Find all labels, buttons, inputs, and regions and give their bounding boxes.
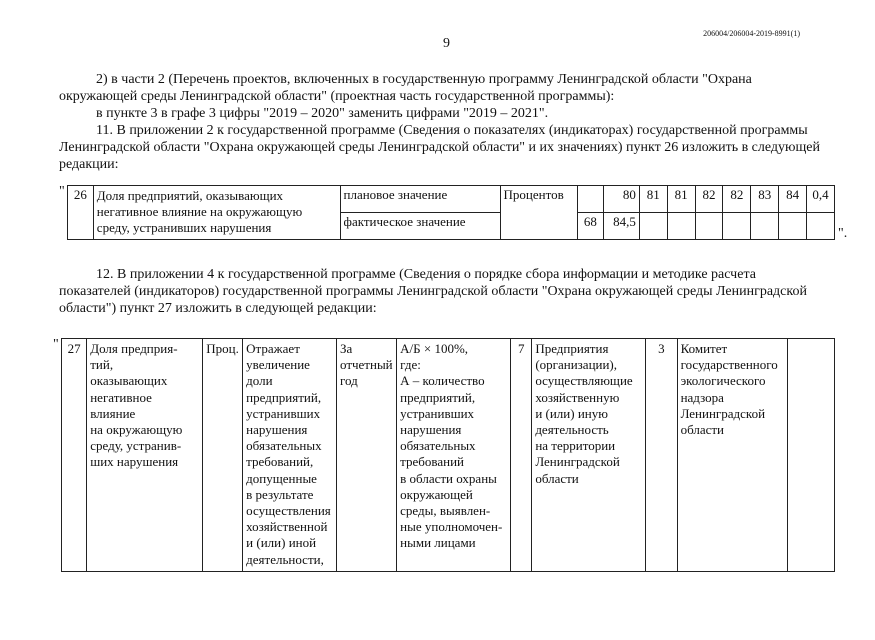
- text-line: (организации),: [535, 357, 618, 373]
- text-line: хозяйственной: [246, 519, 328, 535]
- extra-cell: [787, 339, 834, 572]
- text-line: области") пункт 27 изложить в следующей редакции:: [59, 301, 377, 316]
- text-line: Комитет: [680, 341, 728, 356]
- planned-value: 80: [603, 186, 639, 213]
- text-line: допущенные: [246, 470, 317, 486]
- text-line: устранивших: [400, 405, 475, 421]
- planned-value: 82: [723, 186, 751, 213]
- planned-label: плановое значение: [340, 186, 500, 213]
- text-line: редакции:: [59, 157, 119, 172]
- text-line: ших нарушения: [90, 454, 179, 470]
- text-line: А/Б × 100%,: [400, 341, 469, 356]
- method-code: 7: [511, 339, 532, 572]
- text-line: требований: [400, 454, 464, 470]
- planned-value: 82: [695, 186, 723, 213]
- unit-cell: Процентов: [500, 186, 577, 240]
- text-line: где:: [400, 357, 421, 373]
- text-line: экологического: [680, 373, 766, 389]
- text-line: в области охраны: [400, 470, 497, 486]
- text-line: области: [535, 470, 579, 486]
- text-line: Ленинградской: [535, 454, 620, 470]
- text-line: окружающей: [400, 486, 473, 502]
- formula-cell: [397, 339, 511, 572]
- text-line: Доля предприятий, оказывающих: [96, 188, 284, 203]
- row-number: 26: [68, 186, 94, 240]
- text-line: предприятий,: [246, 389, 322, 405]
- document-code: 206004/206004-2019-8991(1): [703, 29, 800, 38]
- actual-label: фактическое значение: [340, 213, 500, 240]
- actual-value: 84,5: [603, 213, 639, 240]
- text-line: области: [680, 422, 725, 438]
- text-line: обязательных: [246, 438, 322, 454]
- planned-value: 84: [779, 186, 807, 213]
- text-line: осуществляющие: [535, 373, 633, 389]
- text-line: ные уполномочен-: [400, 519, 503, 535]
- text-line: доли: [246, 373, 273, 389]
- text-line: надзора: [680, 389, 724, 405]
- indicator-name: [93, 186, 340, 240]
- text-line: среду, устранив-: [90, 438, 182, 454]
- text-line: Предприятия: [535, 341, 609, 356]
- text-line: отчетный: [339, 357, 393, 373]
- text-line: устранивших: [246, 405, 321, 421]
- paragraph-part2: [59, 71, 835, 105]
- page-number: 9: [443, 36, 450, 51]
- open-quote: ": [59, 184, 65, 199]
- indicator-table-26: [67, 185, 835, 240]
- actual-value: [807, 213, 835, 240]
- text-line: предприятий,: [400, 389, 476, 405]
- paragraph-12: [59, 266, 835, 317]
- planned-base: [577, 186, 603, 213]
- text-line: на территории: [535, 438, 616, 454]
- text-line: хозяйственную: [535, 389, 620, 405]
- period-cell: [336, 339, 396, 572]
- text-line: увеличение: [246, 357, 310, 373]
- actual-value: [779, 213, 807, 240]
- text-line: А – количество: [400, 373, 485, 389]
- text-line: и (или) иную: [535, 405, 608, 421]
- coverage-code: 3: [646, 339, 677, 572]
- text-line: негативное влияние на окружающую: [96, 204, 303, 219]
- row-number: 27: [62, 339, 87, 572]
- text-line: Ленинградской области "Охрана окружающей среды Ленинградской области" и их значениях) пункт 26 изложить в следующей: [59, 140, 820, 155]
- text-line: и (или) иной: [246, 535, 317, 551]
- open-quote: ": [53, 337, 59, 352]
- text-line: За: [339, 341, 353, 356]
- text-line: 2) в части 2 (Перечень проектов, включенных в государственную программу Ленинградской области "Охрана: [96, 72, 752, 87]
- text-line: год: [339, 373, 358, 389]
- text-line: среды, выявлен-: [400, 503, 491, 519]
- planned-value: 0,4: [807, 186, 835, 213]
- actual-value: [751, 213, 779, 240]
- text-line: показателей (индикаторов) государственной программы Ленинградской области "Охрана окружающей среды Ленинградской: [59, 284, 807, 299]
- text-line: оказывающих: [90, 373, 168, 389]
- unit-cell: Проц.: [203, 339, 243, 572]
- method-table-27: [61, 338, 835, 572]
- text-line: Отражает: [246, 341, 300, 356]
- text-line: деятельность: [535, 422, 609, 438]
- text-line: негативное: [90, 389, 152, 405]
- actual-value: [695, 213, 723, 240]
- close-quote: ".: [838, 226, 848, 241]
- actual-value: [667, 213, 695, 240]
- planned-value: 81: [639, 186, 667, 213]
- planned-value: 81: [667, 186, 695, 213]
- actual-value: [723, 213, 751, 240]
- text-line: 11. В приложении 2 к государственной программе (Сведения о показателях (индикаторах) государственной программы: [96, 123, 808, 138]
- text-line: Ленинградской: [680, 405, 766, 421]
- text-line: тий,: [90, 357, 114, 373]
- paragraph-item3: в пункте 3 в графе 3 цифры "2019 – 2020" заменить цифрами "2019 – 2021".: [96, 106, 549, 121]
- text-line: Доля предприя-: [90, 341, 178, 356]
- text-line: на окружающую: [90, 422, 183, 438]
- text-line: 12. В приложении 4 к государственной программе (Сведения о порядке сбора информации и методике расчета: [96, 267, 756, 282]
- text-line: среду, устранивших нарушения: [96, 220, 272, 235]
- text-line: окружающей среды Ленинградской области" (проектная часть государственной программы):: [59, 89, 615, 104]
- text-line: осуществления: [246, 503, 331, 519]
- text-line: нарушения: [246, 422, 308, 438]
- object-cell: [532, 339, 646, 572]
- indicator-name: [87, 339, 203, 572]
- responsible-cell: [677, 339, 787, 572]
- text-line: нарушения: [400, 422, 462, 438]
- actual-base: 68: [577, 213, 603, 240]
- text-line: ными лицами: [400, 535, 476, 551]
- text-line: в результате: [246, 486, 314, 502]
- text-line: требований,: [246, 454, 314, 470]
- definition-cell: [243, 339, 337, 572]
- text-line: обязательных: [400, 438, 476, 454]
- text-line: влияние: [90, 405, 136, 421]
- planned-value: 83: [751, 186, 779, 213]
- paragraph-11: [59, 122, 835, 173]
- actual-value: [639, 213, 667, 240]
- text-line: государственного: [680, 357, 778, 373]
- text-line: деятельности,: [246, 551, 324, 567]
